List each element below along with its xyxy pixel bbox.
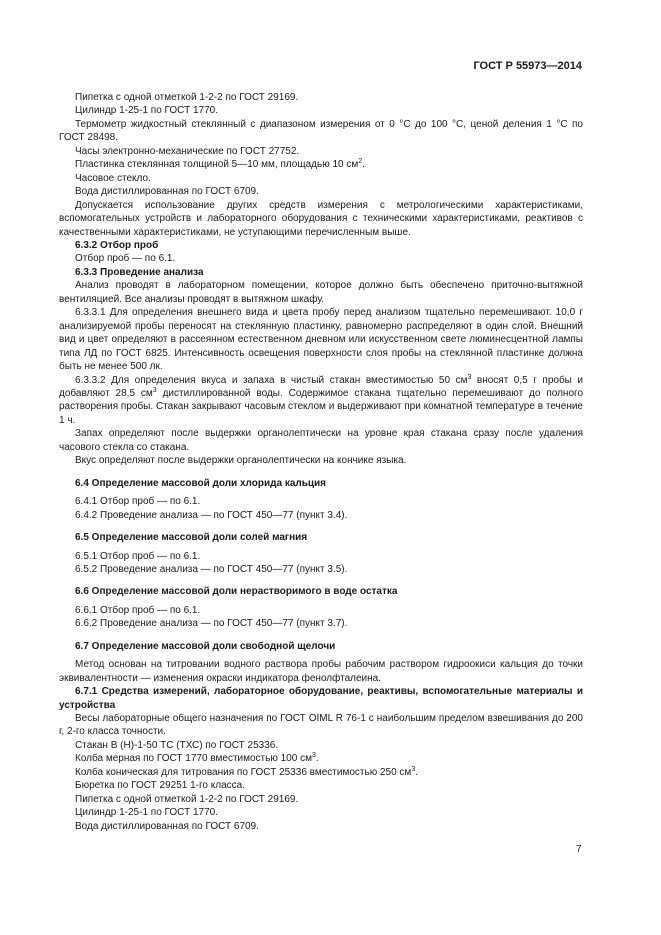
paragraph-text: 6.6.1 Отбор проб — по 6.1. xyxy=(75,604,201,616)
document-header: ГОСТ Р 55973—2014 xyxy=(473,60,582,72)
paragraph xyxy=(59,752,583,765)
paragraph-text: 6.3.3 Проведение анализа xyxy=(75,266,204,278)
paragraph-text: 6.5 Определение массовой доли солей магния xyxy=(75,532,308,544)
paragraph-text: 6.3.2 Отбор проб xyxy=(75,239,159,251)
paragraph-text: Вода дистиллированная по ГОСТ 6709. xyxy=(75,820,259,832)
paragraph xyxy=(59,185,583,198)
paragraph-text: . xyxy=(362,159,365,171)
paragraph-text: вносят 0,5 г пробы и добавляют 28,5 см xyxy=(59,374,583,399)
paragraph-text: 6.3.3.1 Для определения внешнего вида и цвета пробу перед анализом тщательно перемешивают. 10,0 г анализируемой пробы переносят на стеклянную пластинку, равномерно распределяют в один слой. Внешний вид и цвет определяют в рассеянном естественном дневном или искусственном свете люминесцентной лампы типа ЛД по ГОСТ 6825. Интенсивность освещения поверхности слоя пробы на стеклянной пластинке должна быть не менее 500 лк. xyxy=(59,307,583,373)
paragraph-text: Бюретка по ГОСТ 29251 1-го класса. xyxy=(75,780,245,792)
paragraph-text: Вода дистиллированная по ГОСТ 6709. xyxy=(75,186,259,198)
paragraph xyxy=(59,145,583,158)
superscript: 3 xyxy=(411,765,416,773)
paragraph-text: Вкус определяют после выдержки органолептически на кончике языка. xyxy=(75,455,407,467)
section-heading xyxy=(59,477,583,490)
paragraph-text: Пипетка с одной отметкой 1-2-2 по ГОСТ 29169. xyxy=(75,793,299,805)
paragraph-text: 6.7 Определение массовой доли свободной щелочи xyxy=(75,640,336,652)
paragraph-text: Запах определяют после выдержки органолептически на уровне края стакана сразу после удаления часового стекла со стакана. xyxy=(59,428,583,453)
paragraph xyxy=(59,509,583,522)
paragraph xyxy=(59,779,583,792)
paragraph xyxy=(59,172,583,185)
paragraph xyxy=(59,604,583,617)
paragraph-text: Пипетка с одной отметкой 1-2-2 по ГОСТ 29169. xyxy=(75,92,299,103)
paragraph xyxy=(59,495,583,508)
paragraph xyxy=(59,91,583,104)
paragraph xyxy=(59,199,583,239)
paragraph xyxy=(59,550,583,563)
paragraph xyxy=(59,104,583,117)
paragraph-text: 6.4 Определение массовой доли хлорида кальция xyxy=(75,477,327,489)
section-heading xyxy=(59,266,583,279)
section-heading xyxy=(59,585,583,598)
paragraph xyxy=(59,806,583,819)
paragraph-text: Весы лабораторные общего назначения по ГОСТ OIML R 76-1 с наибольшим пределом взвешивания до 200 г, 2-го класса точности. xyxy=(59,713,583,738)
paragraph xyxy=(59,279,583,306)
paragraph xyxy=(59,658,583,685)
paragraph-text: 6.5.2 Проведение анализа — по ГОСТ 450—77 (пункт 3.5). xyxy=(75,563,348,575)
document-body xyxy=(59,91,583,833)
superscript: 3 xyxy=(467,373,472,381)
superscript: 3 xyxy=(152,386,157,394)
section-heading xyxy=(59,531,583,544)
paragraph xyxy=(59,563,583,576)
paragraph-text: Цилиндр 1-25-1 по ГОСТ 1770. xyxy=(75,105,218,117)
paragraph xyxy=(59,118,583,145)
paragraph xyxy=(59,454,583,467)
paragraph-text: дистиллированной воды. Содержимое стакана тщательно перемешивают до полного растворения пробы. Стакан закрывают часовым стеклом и выдерживают при комнатной температуре в течение 1 ч. xyxy=(59,387,584,426)
paragraph-text: Колба мерная по ГОСТ 1770 вместимостью 100 см xyxy=(75,753,312,765)
section-heading xyxy=(59,640,583,653)
paragraph-text: . xyxy=(415,766,418,778)
paragraph-text: Допускается использование других средств измерения с метрологическими характеристиками, вспомогательных устройств и лабораторного оборудования с техническими характеристиками, реактивов с качественными характеристиками, не уступающими перечисленным выше. xyxy=(59,199,583,238)
paragraph-text: Часы электронно-механические по ГОСТ 27752. xyxy=(75,145,300,157)
paragraph-text: Метод основан на титровании водного раствора пробы рабочим раствором гидроокиси кальция до точки эквивалентности — изменения окраски индикатора фенолфталеина. xyxy=(59,659,583,684)
paragraph-text: 6.4.2 Проведение анализа — по ГОСТ 450—77 (пункт 3.4). xyxy=(75,509,348,521)
paragraph-text: 6.4.1 Отбор проб — по 6.1. xyxy=(75,496,201,508)
paragraph-text: Пластинка стеклянная толщиной 5—10 мм, площадью 10 см xyxy=(75,159,359,171)
paragraph-text: Отбор проб — по 6.1. xyxy=(75,253,176,265)
paragraph xyxy=(59,427,583,454)
paragraph-text: . xyxy=(315,753,319,765)
paragraph xyxy=(59,793,583,806)
superscript: 3 xyxy=(311,752,316,760)
paragraph xyxy=(59,820,583,833)
paragraph xyxy=(59,374,583,428)
paragraph xyxy=(59,739,583,752)
section-heading xyxy=(59,685,583,712)
paragraph xyxy=(59,712,583,739)
paragraph-text: 6.6.2 Проведение анализа — по ГОСТ 450—77 (пункт 3.7). xyxy=(75,618,348,630)
superscript: 2 xyxy=(358,158,363,166)
paragraph-text: Часовое стекло. xyxy=(75,172,151,184)
paragraph-text: 6.5.1 Отбор проб — по 6.1. xyxy=(75,550,201,562)
paragraph xyxy=(59,306,583,373)
paragraph-text: Стакан В (Н)-1-50 ТС (ТХС) по ГОСТ 25336. xyxy=(75,739,279,751)
paragraph-text: Термометр жидкостный стеклянный с диапазоном измерения от 0 °С до 100 °С, ценой деления 1 °С по ГОСТ 28498. xyxy=(59,118,583,144)
paragraph-text: Анализ проводят в лабораторном помещении, которое должно быть обеспечено приточно-вытяжной вентиляцией. Все анализы проводят в вытяжном шкафу. xyxy=(59,280,583,305)
page-number: 7 xyxy=(576,844,582,855)
paragraph-text: Цилиндр 1-25-1 по ГОСТ 1770. xyxy=(75,807,218,819)
paragraph-text: 6.7.1 Средства измерений, лабораторное оборудование, реактивы, вспомогательные материалы и устройства xyxy=(59,686,583,711)
paragraph xyxy=(59,617,583,630)
paragraph-text: 6.6 Определение массовой доли нерастворимого в воде остатка xyxy=(75,586,398,598)
section-heading xyxy=(59,239,583,252)
paragraph xyxy=(59,158,583,171)
paragraph xyxy=(59,252,583,265)
paragraph-text: 6.3.3.2 Для определения вкуса и запаха в чистый стакан вместимостью 50 см xyxy=(75,374,468,386)
paragraph-text: Колба коническая для титрования по ГОСТ 25336 вместимостью 250 см xyxy=(75,766,412,778)
paragraph xyxy=(59,766,583,779)
